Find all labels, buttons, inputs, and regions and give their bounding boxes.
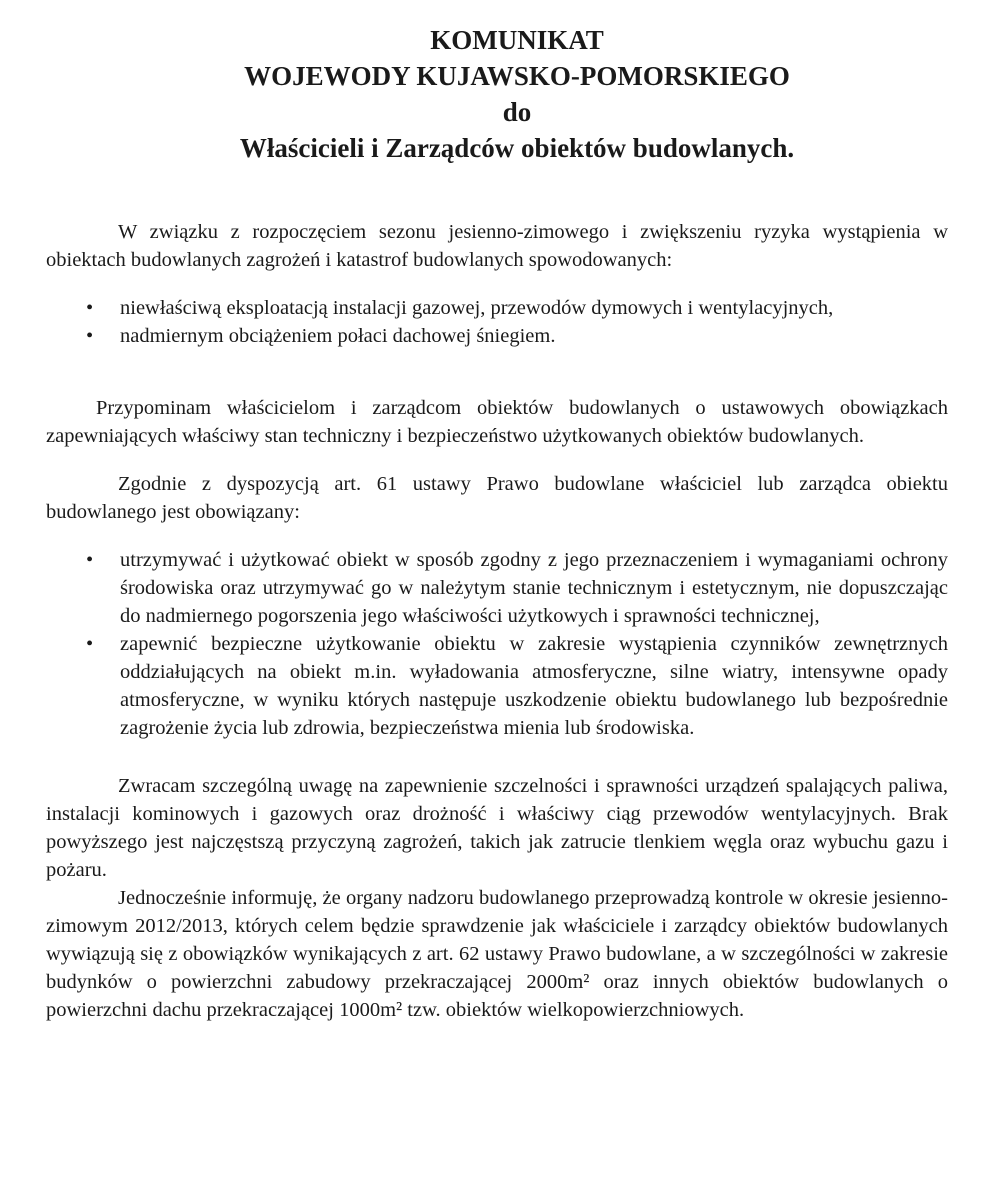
bullet-icon: • (86, 633, 94, 655)
reminder-paragraph: Przypominam właścicielom i zarządcom obiektów budowlanych o ustawowych obowiązkach zapewniających właściwy stan techniczny i bezpieczeństwo użytkowanych obiektów budowlanych. (46, 397, 948, 447)
bullet-icon: • (86, 325, 94, 347)
list-item (46, 546, 948, 630)
title-line-do: do (502, 97, 532, 127)
title-line-komunikat: KOMUNIKAT (430, 25, 604, 55)
list-item (46, 322, 948, 350)
document-body (46, 218, 948, 1024)
attention-paragraph: Zwracam szczególną uwagę na zapewnienie szczelności i sprawności urządzeń spalających paliwa, instalacji kominowych i gazowych oraz drożność i właściwy ciąg przewodów wentylacyjnych. Brak powyższego jest najczęstszą przyczyną zagrożeń, takich jak zatrucie tlenkiem węgla oraz wybuchu gazu i pożaru. (46, 775, 948, 881)
list-item (46, 294, 948, 322)
obligation-text: zapewnić bezpieczne użytkowanie obiektu w zakresie wystąpienia czynników zewnętrznych oddziałujących na obiekt m.in. wyładowania atmosferyczne, silne wiatry, intensywne opady atmosferyczne, w wyniku których następuje uszkodzenie obiektu budowlanego lub bezpośrednie zagrożenie życia lub zdrowia, bezpieczeństwa mienia lub środowiska. (120, 633, 948, 739)
article-intro-paragraph: Zgodnie z dyspozycją art. 61 ustawy Prawo budowlane właściciel lub zarządca obiektu budowlanego jest obowiązany: (46, 473, 948, 523)
hazard-text: niewłaściwą eksploatacją instalacji gazowej, przewodów dymowych i wentylacyjnych, (120, 297, 834, 319)
obligations-list (46, 546, 948, 742)
title-line-addressees: Właścicieli i Zarządców obiektów budowlanych. (239, 133, 795, 163)
bullet-icon: • (86, 549, 94, 571)
title-line-wojewoda: WOJEWODY KUJAWSKO-POMORSKIEGO (244, 61, 790, 91)
document-title (86, 22, 948, 166)
bullet-icon: • (86, 297, 94, 319)
obligation-text: utrzymywać i użytkować obiekt w sposób zgodny z jego przeznaczeniem i wymaganiami ochrony środowiska oraz utrzymywać go w należytym stanie technicznym i estetycznym, nie dopuszczając do nadmiernego pogorszenia jego właściwości użytkowych i sprawności technicznej, (120, 549, 948, 627)
inspection-paragraph: Jednocześnie informuję, że organy nadzoru budowlanego przeprowadzą kontrole w okresie jesienno-zimowym 2012/2013, których celem będzie sprawdzenie jak właściciele i zarządcy obiektów budowlanych wywiązują się z obowiązków wynikających z art. 62 ustawy Prawo budowlane, a w szczególności w zakresie budynków o powierzchni zabudowy przekraczającej 2000m² oraz innych obiektów budowlanych o powierzchni dachu przekraczającej 1000m² tzw. obiektów wielkopowierzchniowych. (46, 887, 948, 1021)
intro-paragraph: W związku z rozpoczęciem sezonu jesienno-zimowego i zwiększeniu ryzyka wystąpienia w obiektach budowlanych zagrożeń i katastrof budowlanych spowodowanych: (46, 221, 948, 271)
hazard-text: nadmiernym obciążeniem połaci dachowej śniegiem. (120, 325, 556, 347)
list-item (46, 630, 948, 742)
hazards-list (46, 294, 948, 350)
